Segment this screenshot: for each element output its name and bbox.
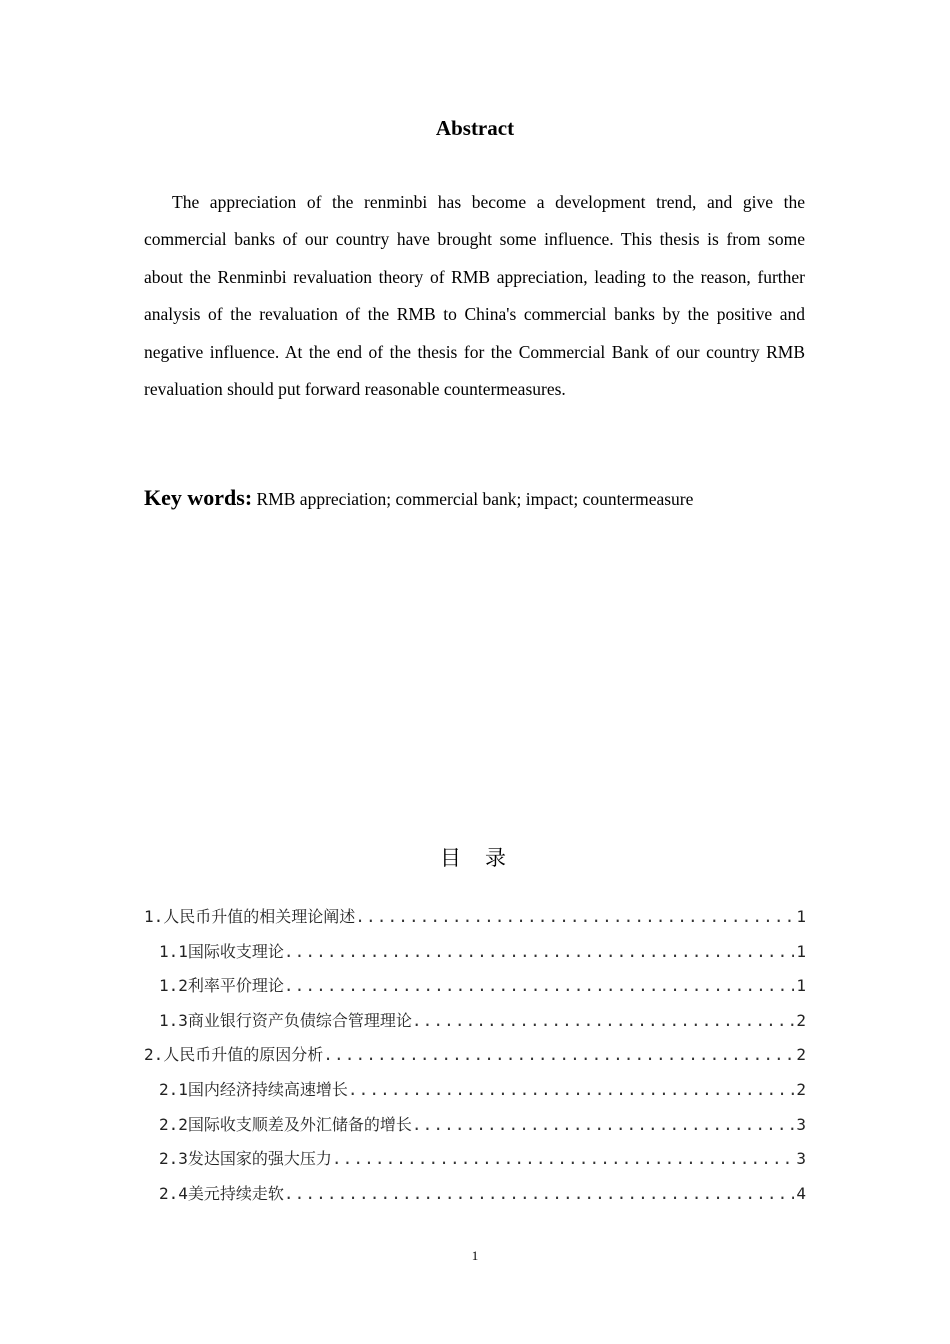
abstract-title: Abstract [435,116,515,140]
table-of-contents [144,900,806,1211]
toc-entry-page: 3 [796,1149,806,1169]
toc-entry-text: 1.人民币升值的相关理论阐述 [144,907,356,926]
toc-entry[interactable] [144,1038,806,1073]
toc-entry-page: 2 [796,1079,806,1099]
toc-entry[interactable] [144,1073,806,1108]
toc-entry[interactable] [144,900,806,935]
toc-entry[interactable] [144,935,806,970]
keywords-label: Key words: [144,485,253,510]
keywords-text: RMB appreciation; commercial bank; impact; countermeasure [256,489,694,509]
toc-entry-page: 1 [796,907,806,926]
toc-leader-dots [412,1108,794,1143]
toc-entry[interactable] [144,1177,806,1212]
toc-entry-text: 2.3发达国家的强大压力 [159,1149,332,1169]
toc-entry-page: 1 [796,941,806,961]
toc-entry[interactable] [144,969,806,1004]
toc-title [0,843,950,873]
toc-leader-dots [348,1073,794,1108]
toc-entry-text: 1.1国际收支理论 [159,941,284,961]
abstract-text: The appreciation of the renminbi has become a development trend, and give the commercial banks of our country have brought some influence. This thesis is from some about the Renminbi revaluation theory of RMB appreciation, leading to the reason, further analysis of the revaluation of the RMB to China's commercial banks by the positive and negative influence. At the end of the thesis for the Commercial Bank of our country RMB revaluation should put forward reasonable countermeasures. [144,192,805,400]
toc-entry[interactable] [144,1142,806,1177]
toc-entry-text: 2.1国内经济持续高速增长 [159,1079,348,1099]
toc-leader-dots [355,900,794,935]
toc-leader-dots [284,935,794,970]
toc-leader-dots [284,969,794,1004]
toc-entry-page: 2 [796,1045,806,1065]
toc-leader-dots [412,1004,794,1039]
keywords-line [144,480,805,517]
toc-title-right: 录 [485,846,510,870]
toc-title-left: 目 [440,846,465,870]
abstract-body [144,184,805,408]
toc-entry-text: 2.4美元持续走软 [159,1183,284,1203]
toc-entry[interactable] [144,1004,806,1039]
toc-entry[interactable] [144,1108,806,1143]
toc-entry-page: 3 [796,1114,806,1134]
toc-leader-dots [284,1177,794,1212]
toc-entry-page: 4 [796,1183,806,1203]
toc-entry-page: 2 [796,1010,806,1030]
toc-entry-text: 1.3商业银行资产负债综合管理理论 [159,1010,412,1030]
toc-entry-text: 2.2国际收支顺差及外汇储备的增长 [159,1114,412,1134]
toc-entry-text: 1.2利率平价理论 [159,976,284,996]
toc-entry-page: 1 [796,976,806,996]
page-number: 1 [471,1248,479,1263]
toc-leader-dots [332,1142,794,1177]
toc-entry-text: 2.人民币升值的原因分析 [144,1045,324,1065]
toc-leader-dots [323,1038,794,1073]
